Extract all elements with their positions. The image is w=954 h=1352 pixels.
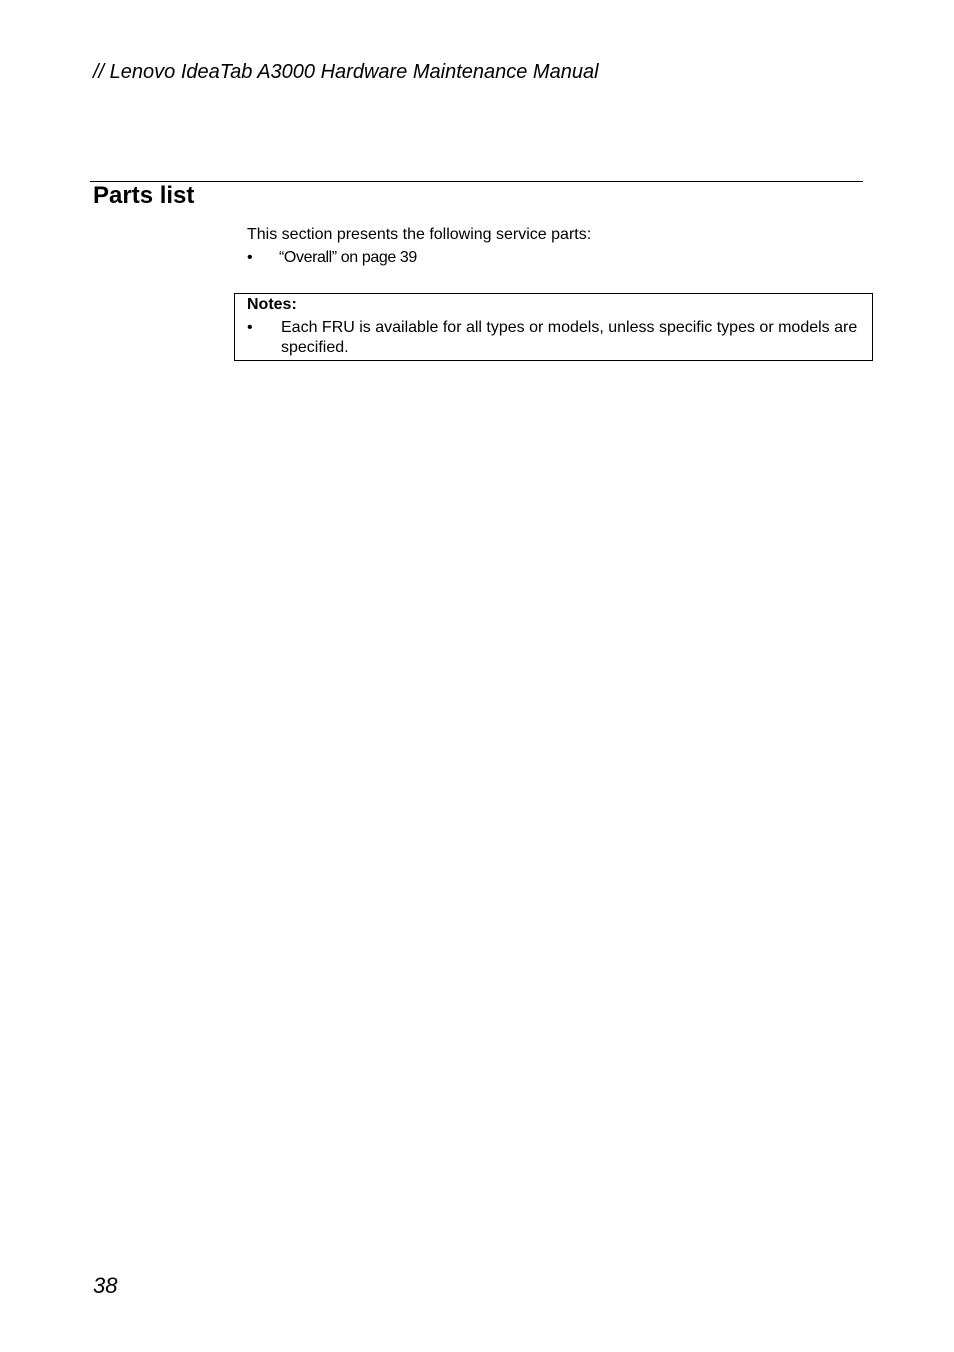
notes-box [234, 293, 873, 361]
section-divider [90, 181, 863, 182]
section-title: Parts list [93, 182, 195, 209]
notes-title: Notes: [247, 296, 297, 313]
overall-link[interactable]: “Overall” on page 39 [279, 249, 417, 266]
bullet-icon: • [247, 319, 253, 336]
list-item[interactable] [247, 249, 417, 267]
list-item [247, 318, 865, 358]
page-number: 38 [93, 1273, 118, 1298]
notes-list [247, 318, 865, 358]
section-intro: This section presents the following service parts: [247, 226, 592, 243]
service-parts-list [247, 249, 417, 267]
bullet-icon: • [247, 249, 253, 266]
running-header: // Lenovo IdeaTab A3000 Hardware Maintenance Manual [93, 61, 599, 83]
note-text: Each FRU is available for all types or models, unless specific types or models are specified. [281, 319, 858, 356]
